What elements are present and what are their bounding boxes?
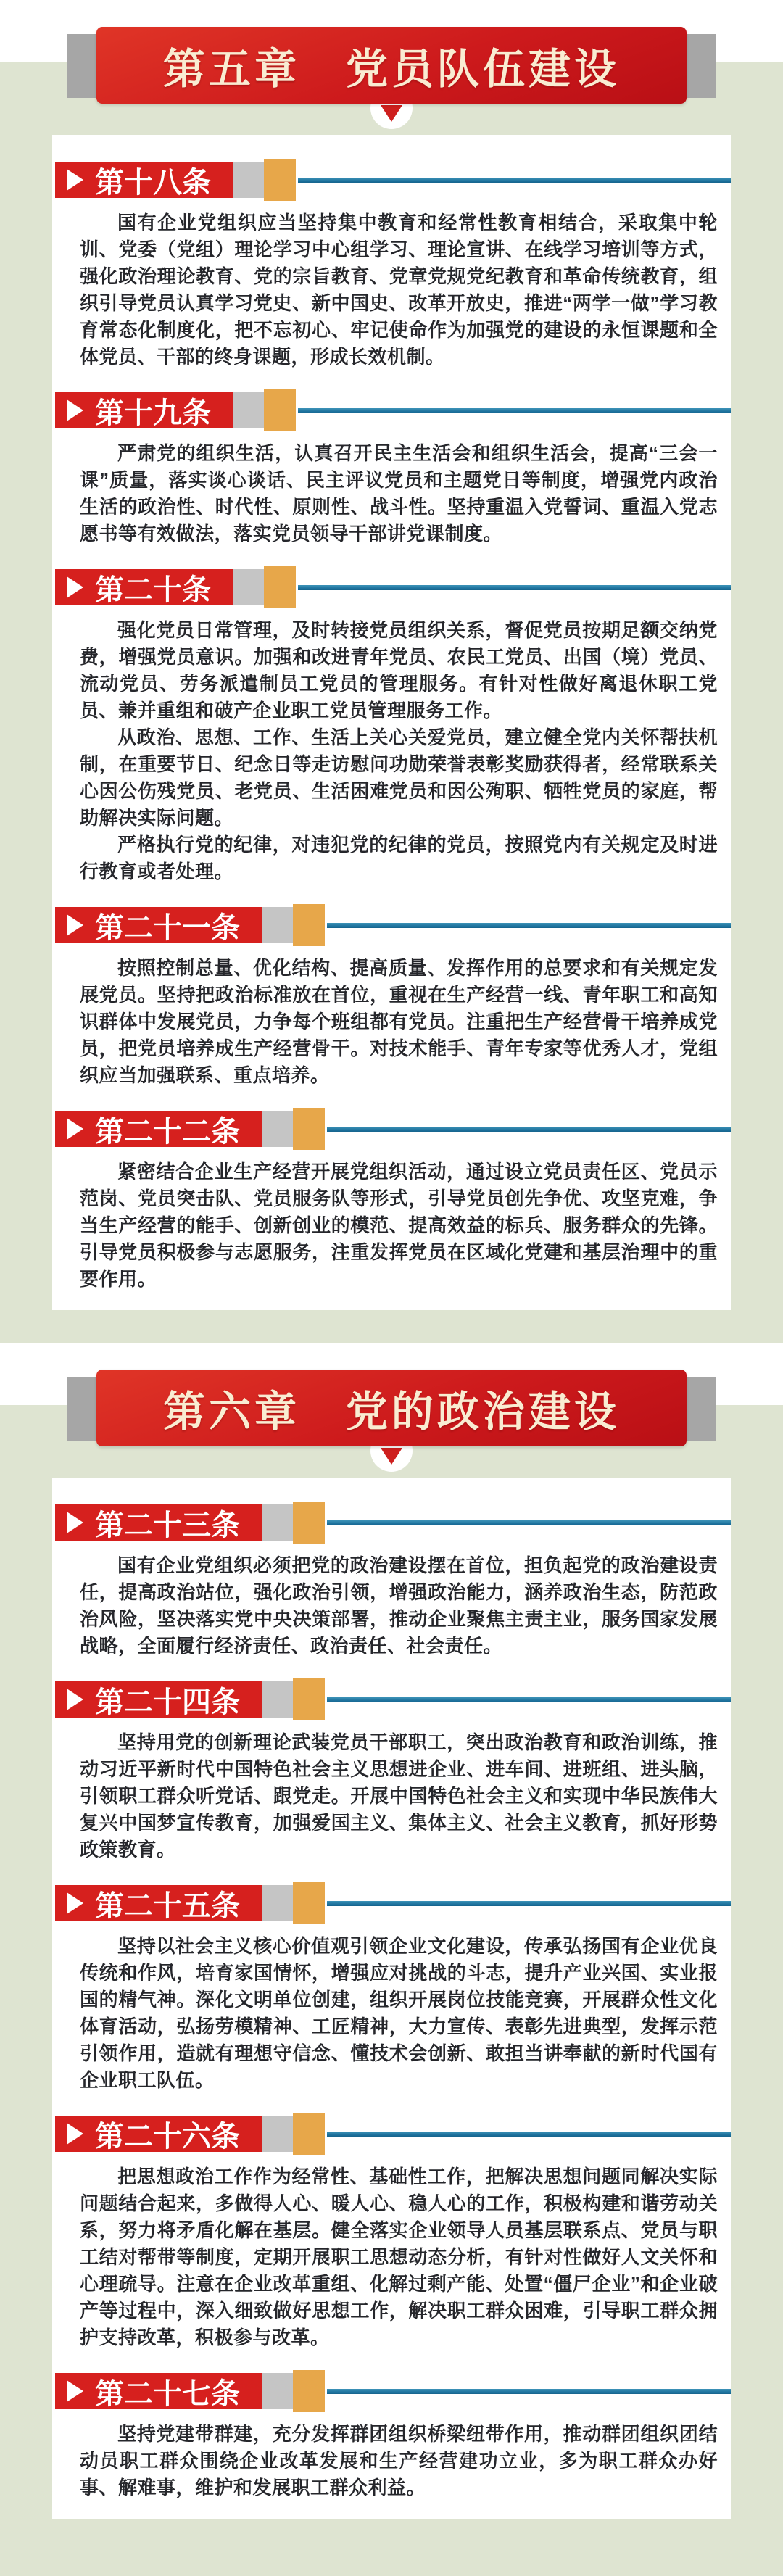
orange-block-decoration — [293, 2370, 325, 2412]
gray-block-decoration — [262, 1504, 293, 1541]
article-block — [52, 569, 731, 885]
article-label-box — [55, 569, 233, 605]
article-block — [52, 2373, 731, 2501]
blue-rule-line — [327, 923, 731, 928]
article-label: 第二十四条 — [95, 1686, 240, 1718]
blue-rule-line — [298, 178, 731, 183]
article-label-box — [55, 1885, 262, 1921]
article-label-box — [55, 907, 262, 943]
article-header — [55, 2373, 731, 2409]
article-label: 第十九条 — [95, 397, 211, 429]
article-paragraph: 国有企业党组织应当坚持集中教育和经常性教育相结合，采取集中轮训、党委（党组）理论学习中心组学习、理论宣讲、在线学习培训等方式，强化政治理论教育、党的宗旨教育、党章党规党纪教育和革命传统教育，组织引导党员认真学习党史、新中国史、改革开放史，推进“两学一做”学习教育常态化制度化，把不忘初心、牢记使命作为加强党的建设的永恒课题和全体党员、干部的终身课题，形成长效机制。 — [80, 212, 718, 368]
gray-block-decoration — [233, 392, 264, 428]
article-body — [52, 955, 731, 1089]
orange-block-decoration — [293, 1882, 325, 1924]
triangle-right-icon — [67, 2123, 83, 2145]
orange-block-decoration — [293, 1502, 325, 1544]
banner-side-bar-left — [67, 34, 96, 98]
article-body — [52, 440, 731, 547]
triangle-down-icon — [381, 1448, 402, 1465]
article-label: 第二十七条 — [95, 2377, 240, 2410]
triangle-right-icon — [67, 1512, 83, 1533]
article-label-box — [55, 1504, 262, 1541]
article-paragraph: 强化党员日常管理，及时转接党员组织关系，督促党员按期足额交纳党费，增强党员意识。加强和改进青年党员、农民工党员、出国（境）党员、流动党员、劳务派遣制员工党员的管理服务。有针对性做好离退休职工党员、兼并重组和破产企业职工党员管理服务工作。 — [80, 619, 718, 721]
gray-block-decoration — [262, 1885, 293, 1921]
triangle-down-icon — [381, 105, 402, 122]
gray-block-decoration — [233, 162, 264, 198]
article-body — [52, 210, 731, 370]
article-body — [52, 1552, 731, 1660]
blue-rule-line — [327, 2132, 731, 2137]
article-paragraph: 坚持党建带群建，充分发挥群团组织桥梁纽带作用，推动群团组织团结动员职工群众围绕企业改革发展和生产经营建功立业，多为职工群众办好事、解难事，维护和发展职工群众利益。 — [80, 2423, 718, 2498]
triangle-right-icon — [67, 399, 83, 421]
article-block — [52, 392, 731, 547]
blue-rule-line — [298, 585, 731, 590]
article-header — [55, 1111, 731, 1147]
article-label-box — [55, 392, 233, 428]
banner-side-bar-left — [67, 1377, 96, 1441]
chapter-section — [0, 1343, 783, 2519]
article-block — [52, 1885, 731, 2094]
article-label: 第二十二条 — [95, 1115, 240, 1148]
gray-block-decoration — [262, 907, 293, 943]
article-header — [55, 2116, 731, 2152]
gray-block-decoration — [262, 2116, 293, 2152]
blue-rule-line — [327, 2389, 731, 2394]
article-label: 第二十六条 — [95, 2120, 240, 2153]
banner-side-bar-right — [687, 34, 716, 98]
orange-block-decoration — [264, 159, 296, 201]
article-paragraph: 严肃党的组织生活，认真召开民主生活会和组织生活会，提高“三会一课”质量，落实谈心谈话、民主评议党员和主题党日等制度，增强党内政治生活的政治性、时代性、原则性、战斗性。坚持重温入党誓词、重温入党志愿书等有效做法，落实党员领导干部讲党课制度。 — [80, 442, 718, 544]
chapter-title: 第六章 党的政治建设 — [162, 1388, 620, 1436]
article-label-box — [55, 162, 233, 198]
article-label: 第十八条 — [95, 166, 211, 199]
article-block — [52, 1681, 731, 1863]
blue-rule-line — [327, 1520, 731, 1525]
gray-block-decoration — [262, 1111, 293, 1147]
article-block — [52, 1504, 731, 1660]
article-body — [52, 2421, 731, 2501]
orange-block-decoration — [264, 566, 296, 608]
article-paragraph: 坚持以社会主义核心价值观引领企业文化建设，传承弘扬国有企业优良传统和作风，培育家国情怀，增强应对挑战的斗志，提升产业兴国、实业报国的精气神。深化文明单位创建，组织开展岗位技能竞赛，开展群众性文化体育活动，弘扬劳模精神、工匠精神，大力宣传、表彰先进典型，发挥示范引领作用，造就有理想守信念、懂技术会创新、敢担当讲奉献的新时代国有企业职工队伍。 — [80, 1935, 718, 2091]
chapter-card — [52, 135, 731, 1310]
article-label-box — [55, 1111, 262, 1147]
orange-block-decoration — [293, 1678, 325, 1720]
blue-rule-line — [327, 1901, 731, 1906]
article-paragraph: 把思想政治工作作为经常性、基础性工作，把解决思想问题同解决实际问题结合起来，多做得人心、暖人心、稳人心的工作，积极构建和谐劳动关系，努力将矛盾化解在基层。健全落实企业领导人员基层联系点、党员与职工结对帮带等制度，定期开展职工思想动态分析，有针对性做好人文关怀和心理疏导。注意在企业改革重组、化解过剩产能、处置“僵尸企业”和企业破产等过程中，深入细致做好思想工作，解决职工群众困难，引导职工群众拥护支持改革，积极参与改革。 — [80, 2166, 718, 2348]
triangle-right-icon — [67, 914, 83, 936]
article-label: 第二十一条 — [95, 911, 240, 944]
gray-block-decoration — [262, 2373, 293, 2409]
gray-block-decoration — [233, 569, 264, 605]
article-block — [52, 162, 731, 370]
chapter-title: 第五章 党员队伍建设 — [162, 46, 620, 93]
article-paragraph: 国有企业党组织必须把党的政治建设摆在首位，担负起党的政治建设责任，提高政治站位，强化政治引领，增强政治能力，涵养政治生态，防范政治风险，坚决落实党中央决策部署，推动企业聚焦主责主业，服务国家发展战略，全面履行经济责任、政治责任、社会责任。 — [80, 1554, 718, 1657]
gray-block-decoration — [262, 1681, 293, 1718]
article-header — [55, 569, 731, 605]
orange-block-decoration — [264, 389, 296, 431]
chapter-header — [0, 0, 783, 135]
article-header — [55, 907, 731, 943]
orange-block-decoration — [293, 1108, 325, 1150]
article-paragraph: 从政治、思想、工作、生活上关心关爱党员，建立健全党内关怀帮扶机制，在重要节日、纪念日等走访慰问功勋荣誉表彰奖励获得者，经常联系关心因公伤残党员、老党员、生活困难党员和因公殉职、牺牲党员的家庭，帮助解决实际问题。 — [80, 726, 718, 829]
article-body — [52, 1159, 731, 1293]
chapter-banner — [96, 1370, 687, 1446]
article-block — [52, 1111, 731, 1293]
article-header — [55, 162, 731, 198]
article-label-box — [55, 1681, 262, 1718]
article-block — [52, 907, 731, 1089]
article-header — [55, 1885, 731, 1921]
article-header — [55, 1681, 731, 1718]
article-body — [52, 617, 731, 885]
article-paragraph: 严格执行党的纪律，对违犯党的纪律的党员，按照党内有关规定及时进行教育或者处理。 — [80, 834, 718, 882]
article-paragraph: 坚持用党的创新理论武装党员干部职工，突出政治教育和政治训练，推动习近平新时代中国特色社会主义思想进企业、进车间、进班组、进头脑，引领职工群众听党话、跟党走。开展中国特色社会主义和实现中华民族伟大复兴中国梦宣传教育，加强爱国主义、集体主义、社会主义教育，抓好形势政策教育。 — [80, 1731, 718, 1860]
article-body — [52, 1729, 731, 1863]
article-header — [55, 392, 731, 428]
article-label: 第二十五条 — [95, 1889, 240, 1922]
article-body — [52, 1933, 731, 2094]
blue-rule-line — [327, 1697, 731, 1702]
chapter-banner — [96, 27, 687, 104]
article-label-box — [55, 2116, 262, 2152]
orange-block-decoration — [293, 2113, 325, 2155]
article-label: 第二十条 — [95, 573, 211, 606]
triangle-right-icon — [67, 1892, 83, 1914]
triangle-right-icon — [67, 2380, 83, 2402]
triangle-right-icon — [67, 169, 83, 191]
article-body — [52, 2163, 731, 2351]
article-block — [52, 2116, 731, 2351]
triangle-right-icon — [67, 576, 83, 598]
article-label: 第二十三条 — [95, 1509, 240, 1541]
chapter-card — [52, 1478, 731, 2519]
article-paragraph: 紧密结合企业生产经营开展党组织活动，通过设立党员责任区、党员示范岗、党员突击队、党员服务队等形式，引导党员创先争优、攻坚克难，争当生产经营的能手、创新创业的模范、提高效益的标兵、服务群众的先锋。引导党员积极参与志愿服务，注重发挥党员在区域化党建和基层治理中的重要作用。 — [80, 1161, 718, 1290]
article-header — [55, 1504, 731, 1541]
chapter-header — [0, 1343, 783, 1478]
triangle-right-icon — [67, 1118, 83, 1140]
blue-rule-line — [327, 1127, 731, 1132]
article-label-box — [55, 2373, 262, 2409]
article-paragraph: 按照控制总量、优化结构、提高质量、发挥作用的总要求和有关规定发展党员。坚持把政治标准放在首位，重视在生产经营一线、青年职工和高知识群体中发展党员，力争每个班组都有党员。注重把生产经营骨干培养成党员，把党员培养成生产经营骨干。对技术能手、青年专家等优秀人才，党组织应当加强联系、重点培养。 — [80, 957, 718, 1086]
orange-block-decoration — [293, 904, 325, 946]
banner-side-bar-right — [687, 1377, 716, 1441]
triangle-right-icon — [67, 1689, 83, 1710]
blue-rule-line — [298, 408, 731, 413]
